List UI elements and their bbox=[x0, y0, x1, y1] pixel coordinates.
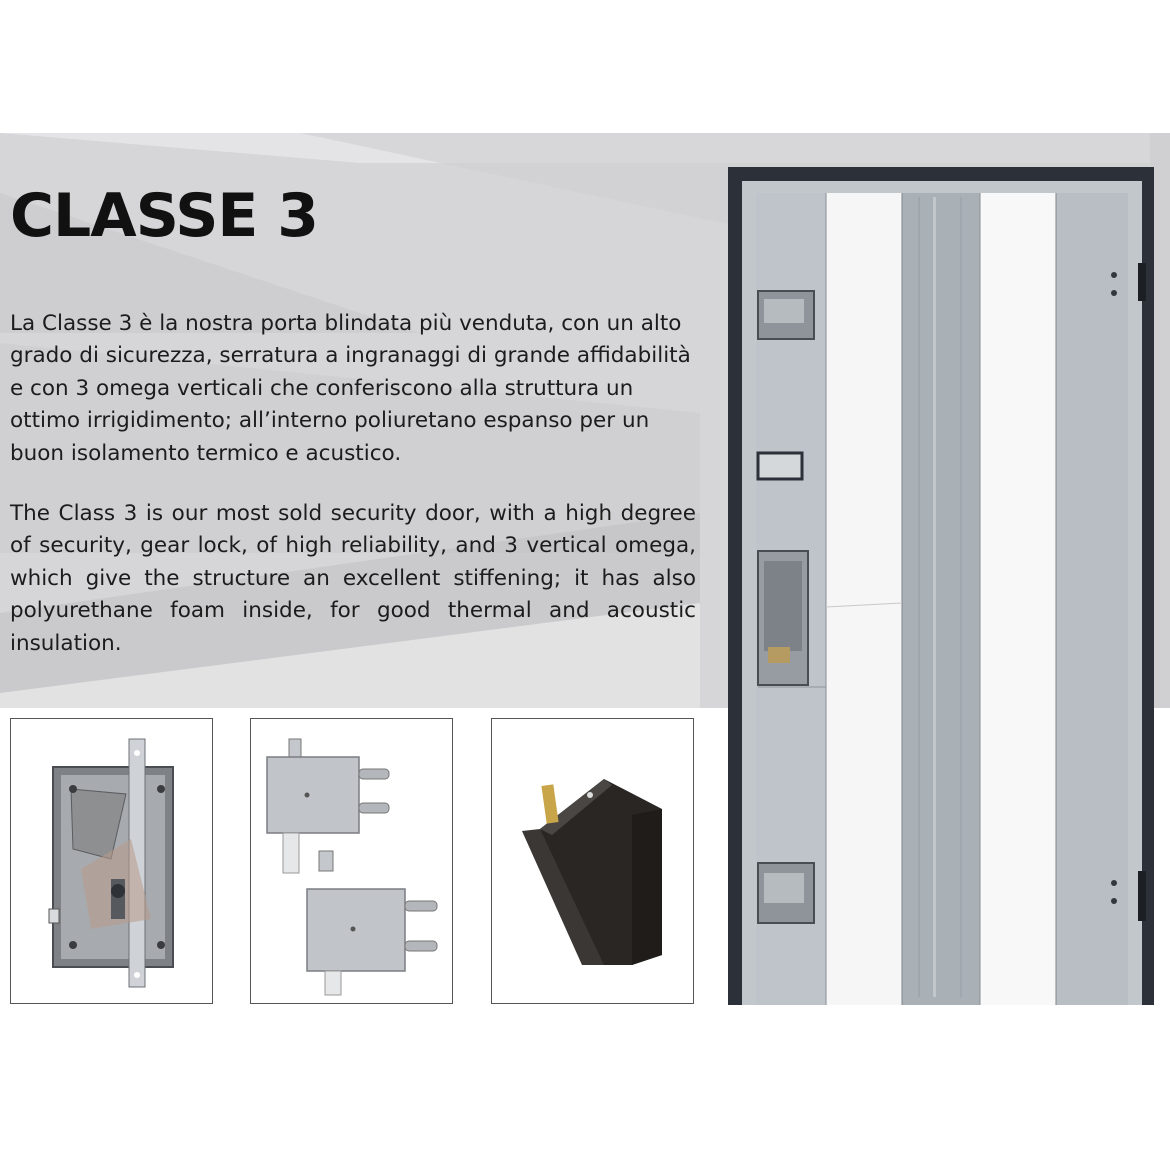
security-door-image bbox=[728, 167, 1154, 1009]
lock-boxes-image bbox=[250, 718, 453, 1004]
description-italian: La Classe 3 è la nostra porta blindata più venduta, con un alto grado di sicurezza, serratura a ingranaggi di grande affidabilità e con 3 omega verticali che conferiscono alla struttura un ottimo irrigidimento; all’interno poliuretano espanso per un buon isolamento termico e acustico. bbox=[10, 311, 691, 466]
description-english: The Class 3 is our most sold security door, with a high degree of security, gear lock, of high reliability, and 3 vertical omega, which give the structure an excellent stiffening; it has also polyurethane foam inside, for good thermal and acoustic insulation. bbox=[10, 501, 696, 656]
gear-lock-image bbox=[10, 718, 213, 1004]
omega-profile-image bbox=[491, 718, 694, 1004]
page-title: CLASSE 3 bbox=[10, 181, 319, 251]
